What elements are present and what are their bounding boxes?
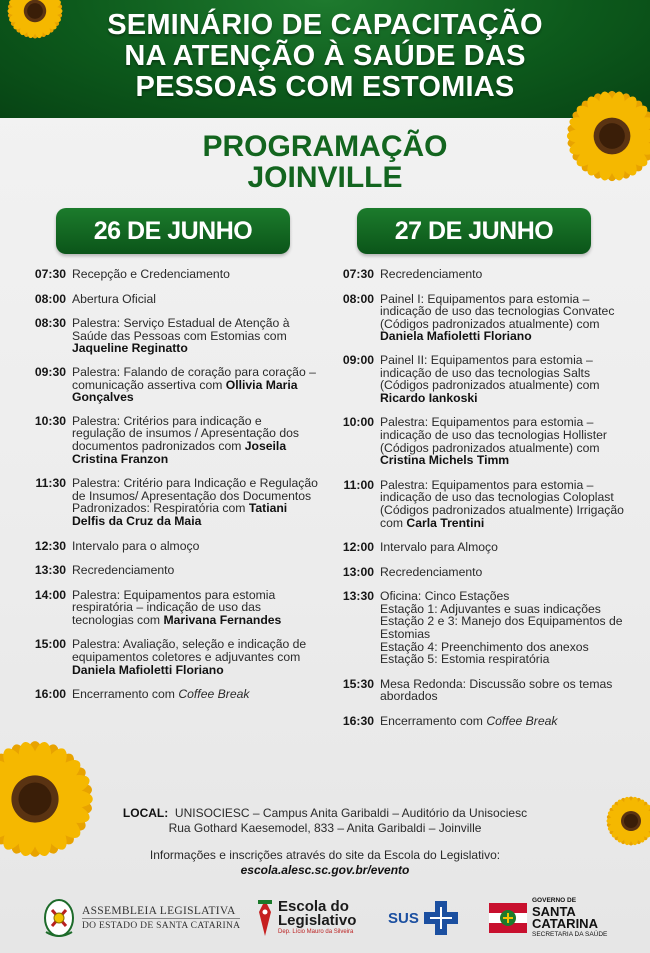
schedule-description (380, 354, 638, 404)
program-title (0, 131, 650, 193)
schedule-text: Mesa Redonda: Discussão sobre os temas abordados (380, 676, 613, 704)
schedule-row (326, 416, 638, 466)
speaker-name: Joseila Cristina Franzon (72, 438, 287, 466)
sus-cross-icon (422, 899, 460, 937)
schedule-row (18, 688, 318, 701)
logos-row (0, 890, 650, 946)
sc-gov-label: GOVERNO DE (532, 897, 577, 904)
schedule-row (326, 715, 638, 728)
event-title (0, 10, 650, 103)
schedule-description (380, 479, 638, 529)
speaker-name: Marivana Fernandes (163, 612, 282, 627)
schedule-description (380, 566, 638, 579)
schedule-row (326, 678, 638, 703)
sc-flag-icon (489, 903, 527, 933)
event-title-line: SEMINÁRIO DE CAPACITAÇÃO (107, 9, 543, 41)
schedule-time: 09:30 (34, 364, 66, 379)
schedule-time: 07:30 (342, 267, 374, 281)
schedule-row (18, 540, 318, 553)
schedule-description (72, 317, 318, 355)
schedule-text: Recredenciamento (72, 563, 175, 578)
schedule-text: Palestra: Equipamentos para estomia – indicação de uso das tecnologias Coloplast (Códigos padronizados atualmente) Irrigação com (380, 477, 624, 530)
schedule-time: 15:30 (342, 676, 374, 691)
schedule-time: 14:00 (34, 587, 66, 602)
schedule-text: Palestra: Equipamentos para estomia respiratória – indicação de uso das tecnologias com (72, 587, 276, 627)
program-city: JOINVILLE (247, 161, 403, 194)
schedule-row (18, 268, 318, 281)
registration-text: Informações e inscrições através do site da Escola do Legislativo: (149, 848, 501, 862)
schedule-description (72, 268, 318, 281)
schedule-time: 16:30 (342, 714, 374, 729)
schedule-description (380, 678, 638, 703)
schedule-time: 13:00 (342, 564, 374, 579)
speaker-name: Jaqueline Reginatto (72, 341, 188, 356)
sunflower-bottom-left-icon (0, 740, 94, 858)
schedule-time: 10:30 (34, 413, 66, 428)
speaker-name: Daniela Mafioletti Floriano (72, 662, 224, 677)
alesc-emblem-icon (42, 896, 76, 940)
schedule-text: Intervalo para Almoço (380, 540, 498, 555)
schedule-row (18, 589, 318, 627)
workshop-station: Estação 2 e 3: Manejo dos Equipamentos de Estomias (380, 614, 623, 642)
schedule-text: Palestra: Equipamentos para estomia – indicação de uso das tecnologias Hollister (Códigos padronizados atualmente) com (380, 415, 607, 455)
schedule-time: 08:30 (34, 316, 66, 331)
speaker-name: Ollivia Maria Gonçalves (72, 377, 298, 405)
schedule-row (326, 566, 638, 579)
location-label: LOCAL: (122, 806, 169, 820)
schedule-description (380, 715, 638, 728)
schedule-row (18, 293, 318, 306)
schedule-row (18, 366, 318, 404)
sunflower-top-left-icon (6, 0, 64, 40)
schedule-time: 07:30 (34, 267, 66, 281)
schedule-row (18, 415, 318, 465)
schedule-text: Palestra: Avaliação, seleção e indicação de equipamentos coletores e adjuvantes com (72, 637, 307, 665)
day1-badge: 26 DE JUNHO (56, 208, 290, 254)
sc-government-logo (489, 890, 607, 946)
speaker-name: Ricardo Iankoski (380, 390, 478, 405)
schedule-description (72, 366, 318, 404)
schedule-description (72, 564, 318, 577)
schedule-time: 12:00 (342, 540, 374, 555)
event-title-line: PESSOAS COM ESTOMIAS (135, 71, 515, 103)
schedule-time: 13:30 (342, 589, 374, 604)
header-banner (0, 0, 650, 118)
schedule-description (380, 268, 638, 281)
schedule-text: Palestra: Critério para Indicação e Regulação de Insumos/ Apresentação dos Documentos Padronizados: Respiratória com (72, 476, 318, 516)
schedule-emphasis: Coffee Break (486, 714, 558, 729)
schedule-description (72, 589, 318, 627)
schedule-row (18, 638, 318, 676)
escola-line1: Escola do (278, 898, 349, 915)
schedule-time: 09:00 (342, 352, 374, 367)
escola-logo (256, 890, 356, 946)
schedule-text: Palestra: Falando de coração para coração – comunicação assertiva com (72, 364, 316, 392)
schedule-row (326, 590, 638, 666)
schedule-text: Abertura Oficial (72, 291, 156, 306)
alesc-name: ASSEMBLEIA LEGISLATIVA (82, 904, 236, 917)
location-line1: UNISOCIESC – Campus Anita Garibaldi – Auditório da Unisociesc (174, 806, 528, 820)
workshop-station: Estação 1: Adjuvantes e suas indicações (380, 601, 601, 616)
location-line2: Rua Gothard Kaesemodel, 833 – Anita Garibaldi – Joinville (168, 821, 482, 835)
schedule-row (18, 564, 318, 577)
schedule-time: 08:00 (34, 291, 66, 306)
escola-subtitle: Dep. Lício Mauro da Silveira (278, 929, 354, 935)
schedule-row (326, 541, 638, 554)
schedule-description (380, 541, 638, 554)
schedule-time: 13:30 (34, 563, 66, 578)
sc-name-line1: SANTA (532, 904, 576, 919)
sc-secretaria: SECRETARIA DA SAÚDE (532, 931, 608, 938)
schedule-description (380, 293, 638, 343)
schedule-description (72, 477, 318, 527)
escola-pen-icon (256, 898, 274, 938)
schedule-description (72, 415, 318, 465)
alesc-state: DO ESTADO DE SANTA CATARINA (82, 918, 240, 933)
schedule-text: Intervalo para o almoço (72, 538, 200, 553)
schedule-row (18, 317, 318, 355)
schedule-time: 15:00 (34, 637, 66, 652)
speaker-name: Cristina Michels Timm (380, 453, 510, 468)
schedule-text: Palestra: Critérios para indicação e regulação de insumos / Apresentação dos documentos padronizados com (72, 413, 299, 453)
speaker-name: Daniela Mafioletti Floriano (380, 329, 532, 344)
event-title-line: NA ATENÇÃO À SAÚDE DAS (124, 40, 526, 72)
workshop-station: Estação 5: Estomia respiratória (380, 652, 550, 667)
schedule-row (326, 268, 638, 281)
schedule-time: 10:00 (342, 415, 374, 430)
schedule-time: 11:30 (35, 476, 66, 491)
speaker-name: Tatiani Delfis da Cruz da Maia (72, 501, 288, 528)
schedule-row (18, 477, 318, 527)
program-title-line: PROGRAMAÇÃO (202, 130, 448, 163)
schedule-row (326, 479, 638, 529)
schedule-description (72, 688, 318, 701)
schedule-text: Recepção e Credenciamento (72, 267, 230, 281)
sus-text: SUS (388, 909, 419, 927)
schedule-text: Painel I: Equipamentos para estomia – indicação de uso das tecnologias Convatec (Códigos padronizados atualmente) com (380, 291, 615, 331)
schedule-text: Encerramento com (380, 714, 487, 729)
schedule-text: Painel II: Equipamentos para estomia – indicação de uso das tecnologias Salts (Códigos padronizados atualmente) com (380, 352, 600, 393)
schedule-description (380, 590, 638, 666)
sus-logo (388, 890, 460, 946)
workshop-station: Estação 4: Preenchimento dos anexos (380, 639, 589, 654)
location-info (0, 806, 650, 836)
day1-schedule (18, 268, 318, 701)
registration-site-link[interactable]: escola.alesc.sc.gov.br/evento (240, 863, 410, 877)
schedule-row (326, 354, 638, 404)
schedule-emphasis: Coffee Break (178, 687, 250, 702)
schedule-text: Recredenciamento (380, 267, 483, 281)
schedule-description (72, 540, 318, 553)
day2-schedule (326, 268, 638, 728)
schedule-description (72, 293, 318, 306)
sc-name-line2: CATARINA (532, 916, 598, 931)
speaker-name: Carla Trentini (406, 515, 485, 530)
schedule-row (326, 293, 638, 343)
schedule-description (380, 416, 638, 466)
schedule-time: 11:00 (343, 477, 374, 492)
schedule-text: Recredenciamento (380, 564, 483, 579)
schedule-description (72, 638, 318, 676)
escola-line2: Legislativo (278, 912, 357, 929)
schedule-text: Oficina: Cinco Estações (380, 589, 510, 604)
schedule-time: 16:00 (34, 687, 66, 702)
schedule-text: Encerramento com (72, 687, 179, 702)
schedule-time: 08:00 (342, 291, 374, 306)
registration-info (0, 848, 650, 878)
schedule-text: Palestra: Serviço Estadual de Atenção à Saúde das Pessoas com Estomias com (72, 316, 290, 343)
alesc-logo (42, 890, 240, 946)
schedule-time: 12:30 (34, 538, 66, 553)
day2-badge: 27 DE JUNHO (357, 208, 591, 254)
